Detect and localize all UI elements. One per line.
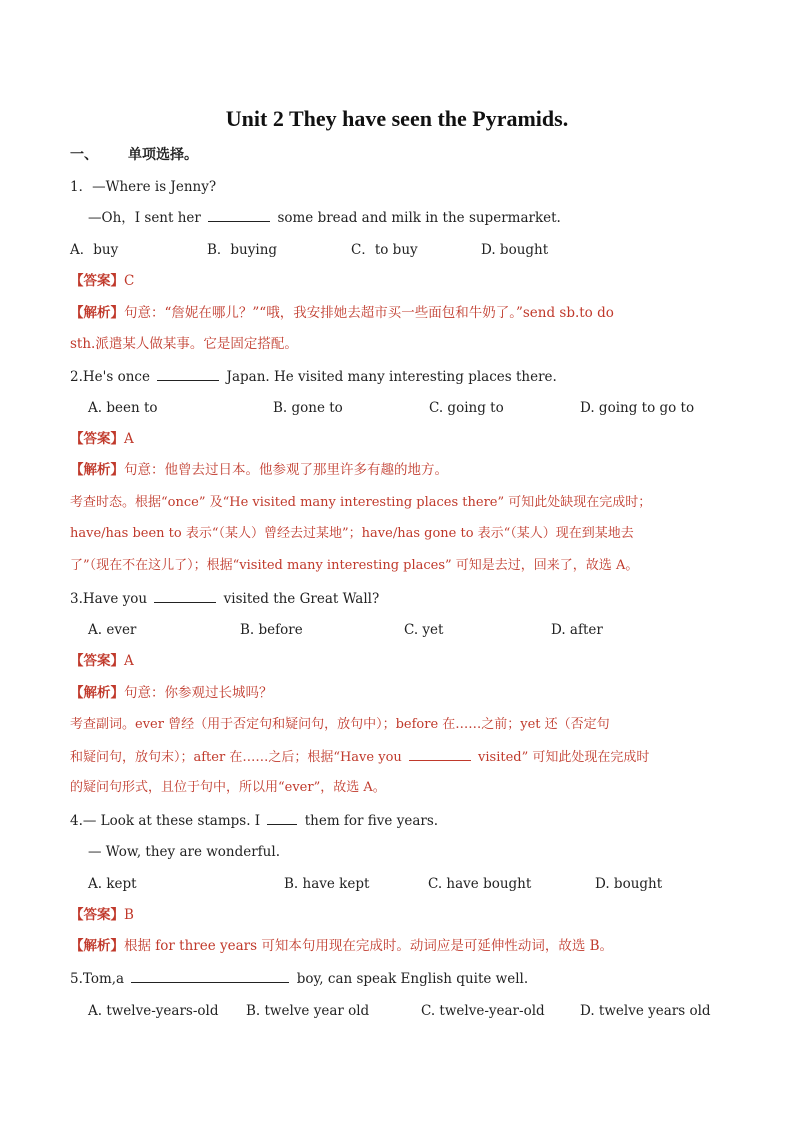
question-5-start: 5.Tom,a [70, 971, 129, 987]
question-3-start: 3.Have you [70, 591, 152, 607]
analysis-text: 句意：他曾去过日本。他参观了那里许多有趣的地方。 [124, 462, 448, 478]
analysis-label: 【解析】 [70, 938, 124, 954]
question-4-option-c: C. have bought [428, 876, 532, 892]
question-2-prompt [70, 368, 557, 386]
question-4-prompt [70, 812, 438, 830]
question-3-option-a: A. ever [88, 622, 137, 638]
analysis-text: sth.派遣某人做某事。它是固定搭配。 [70, 336, 298, 352]
question-5-prompt [70, 970, 528, 988]
answer-blank [154, 590, 216, 603]
question-4-option-d: D. bought [595, 876, 663, 892]
answer-blank [157, 368, 219, 381]
analysis-text: 考查副词。ever 曾经（用于否定句和疑问句，放句中）；before 在……之前；yet 还（否定句 [70, 717, 610, 732]
answer-value: B [124, 907, 134, 923]
question-2-answer [70, 430, 134, 448]
page-title: Unit 2 They have seen the Pyramids. [225, 106, 569, 131]
analysis-text: 的疑问句形式，且位于句中，所以用“ever”，故选 A。 [70, 780, 386, 795]
question-5-option-a: A. twelve-years-old [88, 1003, 219, 1019]
question-1-analysis [70, 304, 614, 322]
analysis-text: 句意：“詹妮在哪儿？”“哦，我安排她去超市买一些面包和牛奶了。”send sb.to do [124, 305, 614, 321]
answer-blank [131, 970, 289, 983]
question-3-option-b: B. before [240, 622, 303, 638]
question-2-start: 2.He's once [70, 369, 155, 385]
answer-label: 【答案】 [70, 653, 124, 669]
question-2-option-d: D. going to go to [580, 400, 695, 416]
question-3-answer [70, 652, 134, 670]
answer-value: C [124, 273, 135, 289]
answer-blank [208, 209, 270, 222]
analysis-label: 【解析】 [70, 305, 124, 321]
section-name: 单项选择。 [128, 147, 198, 163]
analysis-text: 句意：你参观过长城吗？ [124, 685, 273, 701]
question-2-option-b: B. gone to [273, 400, 343, 416]
analysis-text: 考查时态。根据“once” 及“He visited many interesting places there” 可知此处缺现在完成时； [70, 495, 652, 510]
question-4-option-a: A. kept [88, 876, 137, 892]
question-5-option-b: B. twelve year old [246, 1003, 370, 1019]
answer-blank [409, 748, 471, 761]
answer-label: 【答案】 [70, 273, 124, 289]
question-1-reply-end: some bread and milk in the supermarket. [273, 210, 561, 226]
answer-blank [267, 812, 297, 825]
analysis-text-with-blank [70, 748, 649, 767]
question-4-reply: — Wow, they are wonderful. [88, 844, 280, 860]
analysis-text: 和疑问句，放句末）；after 在……之后；根据“Have you [70, 750, 406, 765]
question-1-prompt: 1．—Where is Jenny? [70, 179, 217, 195]
question-4-start: 4.— Look at these stamps. I [70, 813, 265, 829]
question-3-option-c: C. yet [404, 622, 444, 638]
analysis-text: 根据 for three years 可知本句用现在完成时。动词应是可延伸性动词，故选 B。 [124, 938, 614, 954]
question-1-option-d: D. bought [481, 242, 549, 258]
answer-value: A [124, 653, 134, 669]
question-3-end: visited the Great Wall? [219, 591, 380, 607]
question-2-option-c: C. going to [429, 400, 504, 416]
analysis-text: have/has been to 表示“（某人）曾经去过某地”；have/has gone to 表示“（某人）现在到某地去 [70, 526, 634, 541]
question-5-option-c: C. twelve-year-old [421, 1003, 545, 1019]
question-3-analysis [70, 684, 273, 702]
question-4-answer [70, 906, 134, 924]
question-5-option-d: D. twelve years old [580, 1003, 711, 1019]
analysis-label: 【解析】 [70, 685, 124, 701]
analysis-text: 了”（现在不在这儿了）；根据“visited many interesting places” 可知是去过，回来了，故选 A。 [70, 558, 639, 573]
question-1-option-c: C．to buy [351, 242, 418, 258]
analysis-text: visited” 可知此处现在完成时 [473, 750, 650, 765]
question-5-end: boy, can speak English quite well. [292, 971, 529, 987]
answer-value: A [124, 431, 134, 447]
answer-label: 【答案】 [70, 431, 124, 447]
question-2-end: Japan. He visited many interesting places there. [222, 369, 557, 385]
question-2-analysis [70, 461, 448, 479]
question-3-option-d: D. after [551, 622, 603, 638]
section-number: 一、 [70, 147, 98, 163]
question-2-option-a: A. been to [88, 400, 158, 416]
question-4-end: them for five years. [300, 813, 439, 829]
answer-label: 【答案】 [70, 907, 124, 923]
question-1-answer [70, 272, 134, 290]
analysis-label: 【解析】 [70, 462, 124, 478]
question-1-option-b: B．buying [207, 242, 278, 258]
question-4-option-b: B. have kept [284, 876, 370, 892]
question-1-reply [88, 209, 561, 227]
question-4-analysis [70, 937, 613, 955]
question-1-reply-start: —Oh，I sent her [88, 210, 206, 226]
question-3-prompt [70, 590, 379, 608]
question-1-option-a: A．buy [70, 242, 119, 258]
